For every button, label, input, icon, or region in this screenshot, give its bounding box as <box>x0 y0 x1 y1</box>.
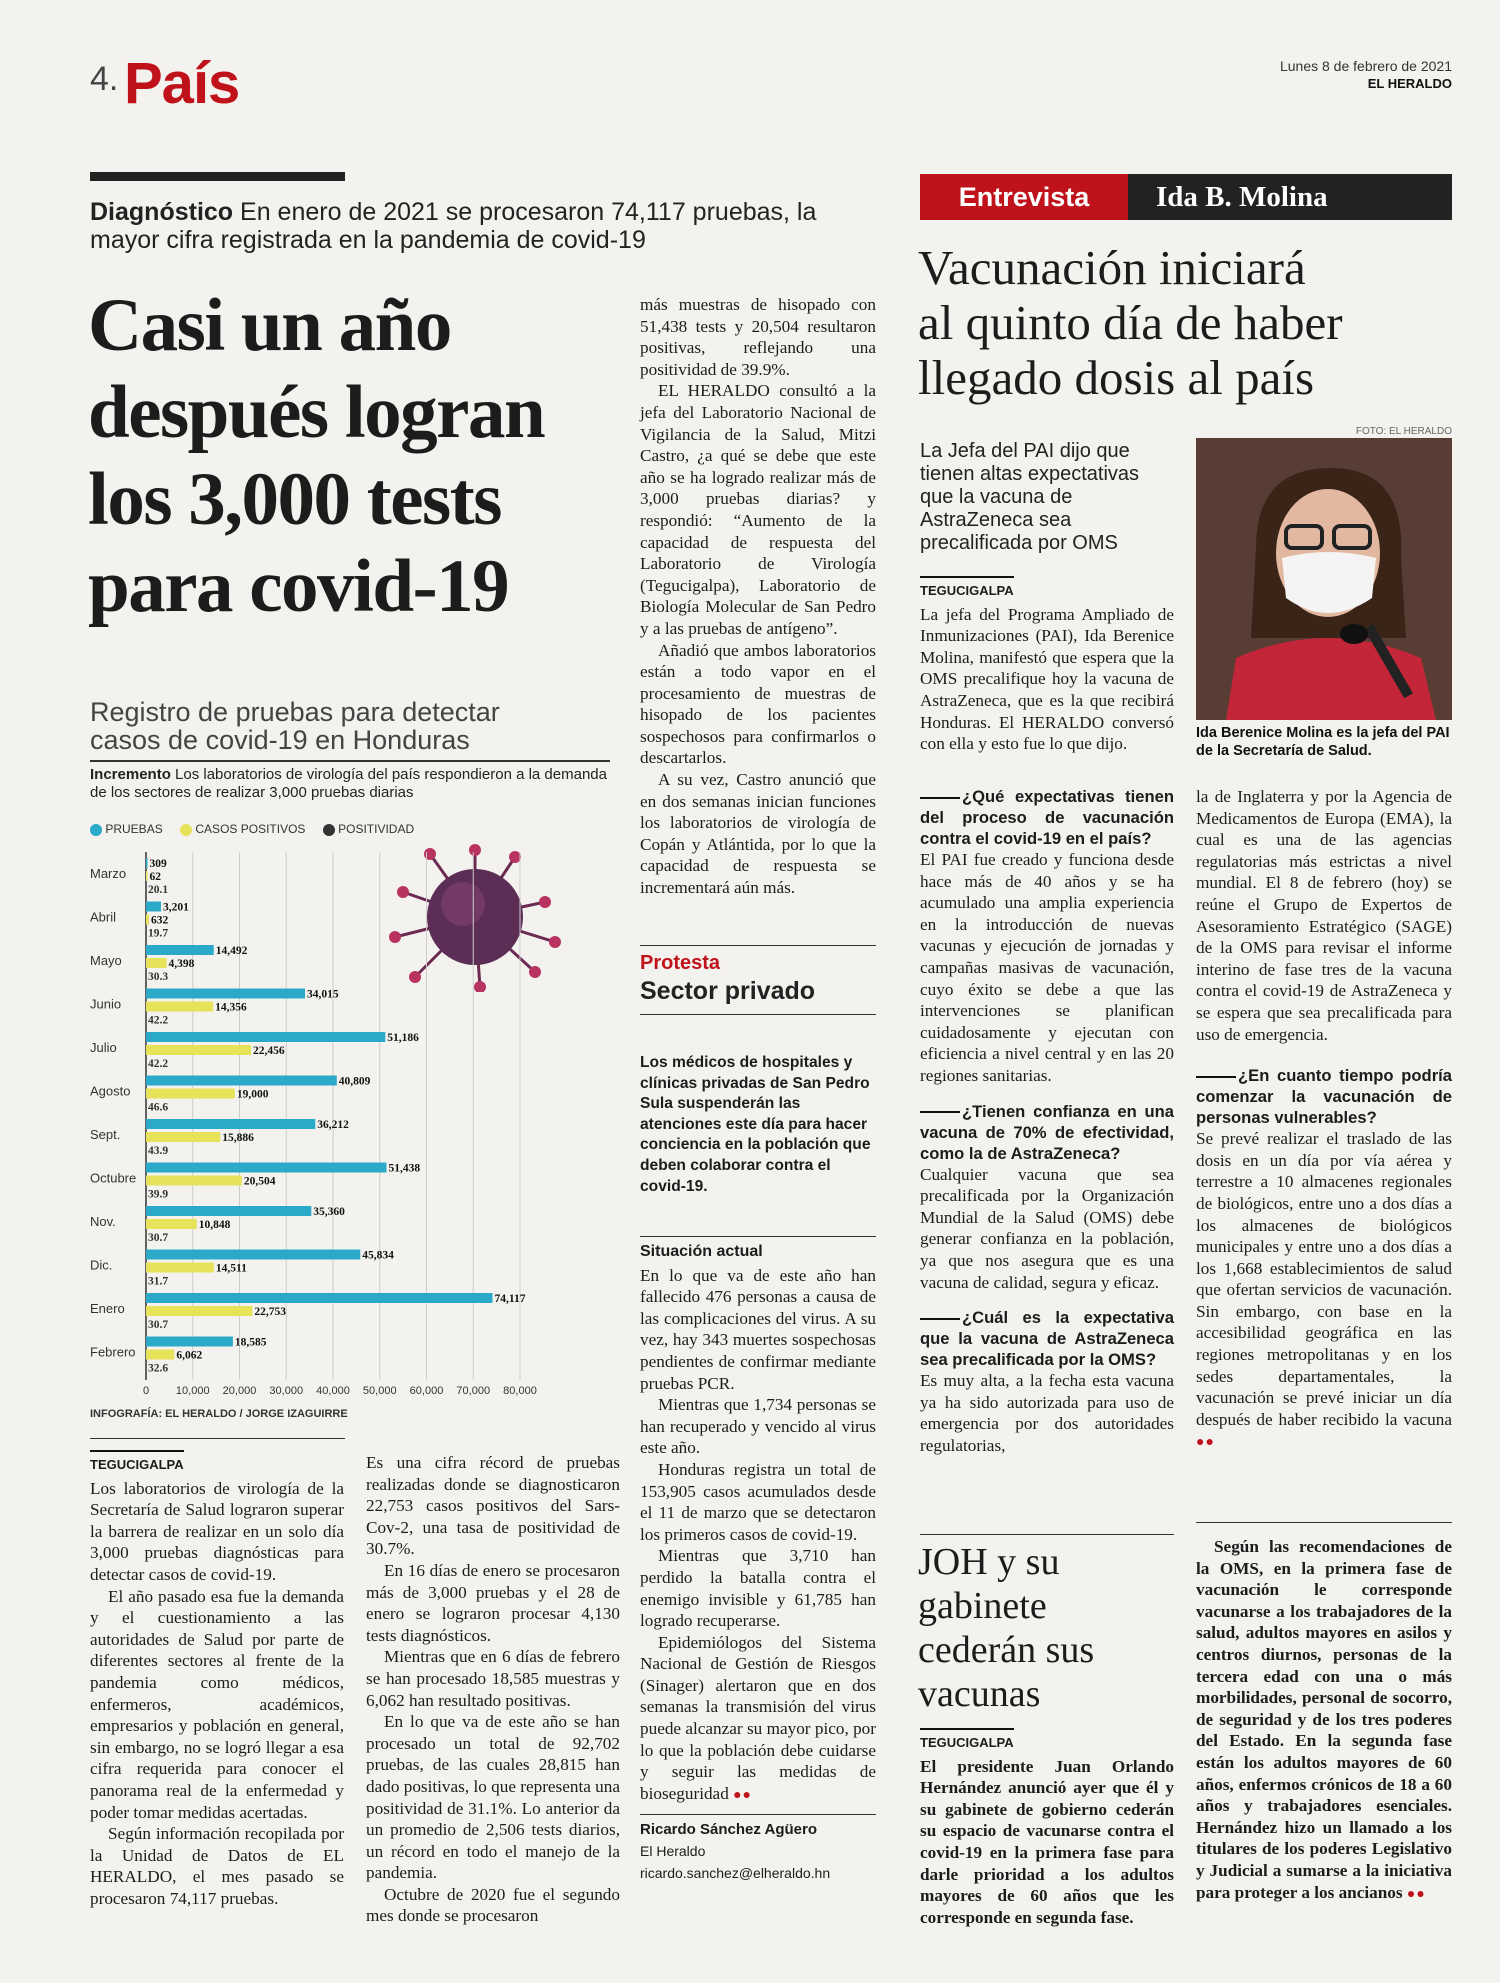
paragraph: Añadió que ambos laboratorios están a todo vapor en el procesamiento de muestras de hisopado de los pacientes sospechosos para confirmarlos o descartarlos. <box>640 640 876 768</box>
paragraph-text: Según las recomendaciones de la OMS, en la primera fase de vacunación le corresponde vacunarse a los trabajadores de la salud, adultos mayores en asilos y centros diurnos, personas de la tercera edad con una o más morbilidades, personal de socorro, de seguridad y de los tres poderes del Estado. En la segunda fase están los adultos mayores de 60 años, enfermos crónicos de 18 a 60 años y trabajadores esenciales. Hernández hizo un llamado a los titulares de los poderes Legislativo y Judicial a sumarse a la iniciativa para proteger a los ancianos <box>1196 1537 1452 1902</box>
page-number: 4. <box>90 60 119 98</box>
value-label-pruebas: 14,492 <box>215 945 248 957</box>
end-dots: ●● <box>1406 1886 1426 1902</box>
bar-pruebas <box>146 1337 233 1347</box>
value-label-casos-positivos: 15,886 <box>222 1132 254 1144</box>
photo-caption: Ida Berenice Molina es la jefa del PAI de la Secretaría de Salud. <box>1196 725 1450 759</box>
infographic-credit: INFOGRAFÍA: EL HERALDO / JORGE IZAGUIRRE <box>90 1408 348 1420</box>
headline-line-1: Casi un año <box>88 284 451 367</box>
bar-casos-positivos <box>146 1350 174 1360</box>
paragraph <box>640 1632 876 1807</box>
x-tick-label: 80,000 <box>503 1385 537 1397</box>
dateline: TEGUCIGALPA <box>90 1450 184 1476</box>
joh-headline-line-1: JOH y su <box>918 1541 1060 1583</box>
answer-3-cont: la de Inglaterra y por la Agencia de Medicamentos de Europa (EMA), la cual es una de las agencias regulatorias más estrictas a nivel mundial. El 8 de febrero (hoy) se reúne el Grupo de Expertos de Asesoramiento Estratégico (SAGE) de la OMS para revisar el informe interino de fase tres de la vacuna contra el covid-19 de AstraZeneca y se espera que sea precalificada para uso de emergencia. <box>1196 787 1452 1044</box>
category-label: Junio <box>90 996 122 1012</box>
bar-pruebas <box>146 1032 385 1042</box>
value-label-casos-positivos: 20,504 <box>243 1175 276 1188</box>
question-text: ¿Qué expectativas tienen del proceso de vacunación contra el covid-19 en el país? <box>920 787 1174 848</box>
interview-person: Ida B. Molina <box>1136 174 1328 220</box>
answer-text: Se prevé realizar el traslado de las dosis en un día por vía aérea y terrestre a 10 almacenes regionales de biológicos, entre uno a dos días a los almacenes de biológicos municipales y entre uno a dos días a los 1,668 establecimientos de salud que ofertan servicios de vacunación. Sin embargo, con base en la accesibilidad geográfica en las regiones metropolitanas y en los sedes departamentales, la vacunación se prevé iniciar un día después de haber recibido la vacuna <box>1196 1129 1452 1429</box>
question-text: ¿Tienen confianza en una vacuna de 70% de efectividad, como la de AstraZeneca? <box>920 1101 1174 1163</box>
joh-col-2 <box>1196 1536 1452 1905</box>
legend-dot-positive <box>180 824 192 836</box>
interview-headline <box>918 240 1458 405</box>
headline-line-4: para covid-19 <box>88 545 509 628</box>
paragraph: En lo que va de este año se han procesado un total de 92,702 pruebas, de las cuales 28,815 han dado positivas, lo que representa una positividad de 31.1%. Lo anterior da un promedio de 2,506 tests diarios, un récord en todo el manejo de la pandemia. <box>366 1712 620 1883</box>
bar-casos-positivos <box>146 1219 197 1229</box>
question-text: ¿En cuanto tiempo podría comenzar la vacunación de personas vulnerables? <box>1196 1066 1452 1128</box>
category-label: Nov. <box>90 1214 116 1229</box>
category-label: Julio <box>90 1040 117 1055</box>
paragraph: Es una cifra récord de pruebas realizadas donde se diagnosticaron 22,753 casos positivos del Sars-Cov-2, una tasa de positividad de 30.7%. <box>366 1453 620 1559</box>
category-label: Febrero <box>90 1344 136 1360</box>
portrait-image <box>1196 438 1452 720</box>
value-label-positividad: 39.9 <box>148 1188 169 1201</box>
bar-casos-positivos <box>146 1002 213 1012</box>
category-label: Octubre <box>90 1170 137 1186</box>
bar-casos-positivos <box>146 915 149 925</box>
bar-casos-positivos <box>146 958 167 968</box>
paragraph: Mientras que 3,710 han perdido la batalla contra el enemigo invisible y 61,785 han logrado recuperarse. <box>640 1546 876 1631</box>
kicker-text: En enero de 2021 se procesaron 74,117 pruebas, la mayor cifra registrada en la pandemia de covid-19 <box>90 198 817 254</box>
value-label-pruebas: 51,186 <box>387 1032 419 1044</box>
joh-rule-2 <box>1196 1522 1452 1523</box>
value-label-pruebas: 40,809 <box>338 1075 371 1088</box>
bar-pruebas <box>146 989 305 999</box>
main-col-1 <box>90 1450 344 1909</box>
legend-tests: PRUEBAS <box>105 822 163 836</box>
bar-casos-positivos <box>146 1045 251 1055</box>
x-tick-label: 60,000 <box>409 1385 444 1397</box>
kicker <box>90 198 870 254</box>
interview-tag: Entrevista <box>920 174 1128 220</box>
value-label-casos-positivos: 19,000 <box>236 1088 269 1101</box>
x-tick-label: 70,000 <box>456 1385 491 1397</box>
value-label-casos-positivos: 14,511 <box>215 1262 247 1275</box>
x-tick-label: 0 <box>142 1385 150 1397</box>
category-label: Abril <box>90 909 117 925</box>
x-tick-label: 20,000 <box>222 1385 257 1397</box>
bar-chart <box>90 852 610 1397</box>
end-dots: ●● <box>733 1787 753 1803</box>
paragraph: El año pasado esa fue la demanda y el cuestionamiento a las autoridades de Salud por parte de diferentes sectores al frente de la pandemia como médicos, enfermeros, académicos, empresarios y población en general, sin embargo, no se logró llegar a esa cifra requerida para conocer el panorama real de la enfermedad y poder tomar medidas acertadas. <box>90 1586 344 1822</box>
main-headline <box>88 282 608 630</box>
bar-pruebas <box>146 1163 386 1173</box>
bar-pruebas <box>146 1293 492 1303</box>
value-label-casos-positivos: 6,062 <box>176 1349 203 1362</box>
author-outlet: El Heraldo <box>640 1843 706 1860</box>
paragraph: EL HERALDO consultó a la jefa del Laboratorio Nacional de Vigilancia de la Salud, Mitzi Castro, ¿a qué se debe que este año se ha logrado realizar más de 3,000 pruebas diarias? y respondió: “Aumento de la capacidad de respuesta del Laboratorio de Virología (Tegucigalpa), Laboratorio de Biología Molecular de San Pedro y a las pruebas de antígeno”. <box>640 381 876 638</box>
paragraph: Honduras registra un total de 153,905 casos acumulados desde el 11 de marzo que se detectaron los primeros casos de covid-19. <box>640 1459 876 1544</box>
kicker-label: Diagnóstico <box>90 198 234 226</box>
infographic <box>90 692 610 1422</box>
interview-banner <box>920 174 1452 220</box>
main-col-2 <box>366 1452 620 1927</box>
answer-1: El PAI fue creado y funciona desde hace más de 40 años y se ha acumulado una amplia experiencia en la introducción de nuevas vacunas y ejecución de jornadas y campañas masivas de vacunación, cuyo éxito se debe a que las intervenciones se planifican cuidadosamente y ejecutan con eficiencia a nivel central y en las 20 regiones sanitarias. <box>920 850 1174 1085</box>
legend-positive: CASOS POSITIVOS <box>195 822 306 836</box>
paragraph: En 16 días de enero se procesaron más de 3,000 pruebas y el 28 de enero se lograron procesar 4,130 tests diagnósticos. <box>366 1560 620 1645</box>
rule-bar <box>90 172 345 181</box>
interview-headline-line-2: al quinto día de haber <box>918 295 1343 350</box>
protest-rule-2 <box>640 1014 876 1015</box>
headline-line-3: los 3,000 tests <box>88 458 501 541</box>
question-3 <box>920 1307 1174 1370</box>
bar-casos-positivos <box>146 1263 214 1273</box>
paragraph: Octubre de 2020 fue el segundo mes donde se procesaron <box>366 1884 620 1926</box>
category-label: Agosto <box>90 1083 131 1099</box>
main-col-right-top <box>640 294 876 899</box>
bar-pruebas <box>146 1076 337 1086</box>
value-label-casos-positivos: 4,398 <box>168 958 195 970</box>
category-label: Marzo <box>90 866 127 881</box>
section-title: País <box>124 51 240 116</box>
value-label-positividad: 46.6 <box>148 1101 169 1114</box>
value-label-pruebas: 309 <box>149 858 167 870</box>
joh-headline-line-3: cederán sus <box>918 1629 1095 1671</box>
value-label-positividad: 42.2 <box>148 1058 169 1070</box>
value-label-positividad: 31.7 <box>148 1275 169 1288</box>
paper-name: EL HERALDO <box>1367 76 1452 91</box>
question-1 <box>920 786 1174 849</box>
value-label-positividad: 19.7 <box>148 927 169 940</box>
interview-col-1 <box>920 786 1174 1456</box>
interview-deck: La Jefa del PAI dijo que tienen altas expectativas que la vacuna de AstraZeneca sea precalificada por OMS <box>920 440 1140 554</box>
protest-label: Protesta <box>640 952 721 974</box>
protest-title: Sector privado <box>640 977 816 1005</box>
subtitle-text: Los laboratorios de virología del país respondieron a la demanda de los sectores de realizar 3,000 pruebas diarias <box>90 766 607 801</box>
value-label-positividad: 30.7 <box>148 1232 169 1244</box>
infographic-title: Registro de pruebas para detectar casos de covid-19 en Honduras <box>90 697 500 755</box>
category-label: Mayo <box>90 953 122 968</box>
bar-casos-positivos <box>146 1306 252 1316</box>
interview-photo <box>1196 438 1452 720</box>
bar-casos-positivos <box>146 871 148 881</box>
paragraph-text: Epidemiólogos del Sistema Nacional de Gestión de Riesgos (Sinager) alertaron que en dos semanas la transmisión del virus puede alcanzar su mayor pico, por lo que la población debe cuidarse y seguir las medidas de bioseguridad <box>640 1632 876 1803</box>
paragraph: La jefa del Programa Ampliado de Inmunizaciones (PAI), Ida Berenice Molina, manifestó que espera que la OMS precalifique hoy la vacuna de AstraZeneca, que es la que recibirá Honduras. El HERALDO conversó con ella y esto fue lo que dijo. <box>920 604 1174 754</box>
x-tick-label: 10,000 <box>175 1385 210 1397</box>
author-rule <box>640 1814 876 1815</box>
value-label-pruebas: 34,015 <box>307 988 339 1001</box>
subtitle-bold: Incremento <box>90 766 171 783</box>
question-text: ¿Cuál es la expectativa que la vacuna de AstraZeneca sea precalificada por la OMS? <box>920 1308 1174 1370</box>
joh-headline-line-2: gabinete <box>918 1585 1047 1627</box>
value-label-pruebas: 3,201 <box>162 901 189 914</box>
joh-headline-line-4: vacunas <box>918 1673 1041 1715</box>
bar-pruebas <box>146 1206 311 1216</box>
value-label-positividad: 42.2 <box>148 1014 169 1027</box>
interview-headline-line-3: llegado dosis al país <box>918 350 1315 405</box>
paragraph: Mientras que 1,734 personas se han recuperado y vencido al virus este año. <box>640 1395 876 1458</box>
value-label-pruebas: 51,438 <box>388 1162 421 1175</box>
legend-positivity: POSITIVIDAD <box>338 822 415 836</box>
legend-dot-tests <box>90 824 102 836</box>
bar-pruebas <box>146 902 161 912</box>
value-label-casos-positivos: 10,848 <box>198 1219 231 1231</box>
interview-headline-line-1: Vacunación iniciará <box>918 240 1306 295</box>
paragraph <box>1196 1536 1452 1905</box>
value-label-positividad: 32.6 <box>148 1362 169 1375</box>
question-4 <box>1196 1065 1452 1128</box>
question-2 <box>920 1101 1174 1164</box>
value-label-casos-positivos: 632 <box>150 914 169 927</box>
value-label-casos-positivos: 22,456 <box>252 1045 285 1057</box>
situation-column <box>640 1236 876 1884</box>
paragraph: Mientras que en 6 días de febrero se han procesado 18,585 muestras y 6,062 han resultado positivas. <box>366 1647 620 1710</box>
interview-col-2 <box>1196 786 1452 1454</box>
x-tick-label: 30,000 <box>269 1385 304 1397</box>
bar-casos-positivos <box>146 1132 220 1142</box>
value-label-pruebas: 45,834 <box>362 1249 394 1262</box>
bar-casos-positivos <box>146 1176 242 1186</box>
legend <box>90 822 414 836</box>
value-label-casos-positivos: 62 <box>149 871 161 883</box>
protest-text: Los médicos de hospitales y clínicas privadas de San Pedro Sula suspenderán las atenciones este día para hacer conciencia en la población que deben colaborar contra el covid-19. <box>640 1054 871 1195</box>
interview-intro <box>920 576 1174 755</box>
category-label: Dic. <box>90 1257 113 1273</box>
bar-casos-positivos <box>146 1089 235 1099</box>
protest-rule <box>640 945 876 946</box>
joh-col-1 <box>920 1728 1174 1928</box>
x-tick-label: 40,000 <box>316 1385 350 1397</box>
rule-small <box>90 1438 345 1439</box>
category-label: Sept. <box>90 1127 121 1142</box>
paragraph: A su vez, Castro anunció que en dos semanas inician funciones los laboratorios de virología de Copán y Atlántida, por lo que la capacidad de respuesta se incrementará aún más. <box>640 770 876 898</box>
author-name: Ricardo Sánchez Agüero <box>640 1821 817 1839</box>
bar-pruebas <box>146 945 214 955</box>
value-label-casos-positivos: 14,356 <box>215 1001 247 1014</box>
joh-rule <box>920 1534 1174 1535</box>
paragraph: Los laboratorios de virología de la Secretaría de Salud lograron superar la barrera de realizar en un solo día 3,000 pruebas diagnósticas para detectar casos de covid-19. <box>90 1478 344 1584</box>
paragraph: Según información recopilada por la Unidad de Datos de EL HERALDO, el mes pasado se procesaron 74,117 pruebas. <box>90 1824 344 1908</box>
category-label: Enero <box>90 1301 125 1316</box>
photo-credit: FOTO: EL HERALDO <box>1355 426 1452 437</box>
dateline: TEGUCIGALPA <box>920 1728 1014 1754</box>
value-label-positividad: 30.7 <box>148 1319 169 1331</box>
x-tick-label: 50,000 <box>362 1385 397 1397</box>
infographic-subtitle <box>90 766 610 802</box>
value-label-casos-positivos: 22,753 <box>254 1306 286 1318</box>
bar-pruebas <box>146 858 148 868</box>
protest-box <box>640 945 876 1197</box>
answer-2: Cualquier vacuna que sea precalificada por la Organización Mundial de la Salud (OMS) debe generar confianza en la población, ya que nos asegura que es una vacuna de calidad, segura y eficaz. <box>920 1164 1174 1292</box>
date: Lunes 8 de febrero de 2021 <box>1279 58 1452 74</box>
value-label-positividad: 43.9 <box>148 1145 169 1157</box>
paragraph: más muestras de hisopado con 51,438 tests y 20,504 resultaron positivas, reflejando una positividad de 39.9%. <box>640 295 876 379</box>
value-label-positividad: 30.3 <box>148 971 169 983</box>
end-dots: ●● <box>1196 1435 1215 1451</box>
answer-3: Es muy alta, a la fecha esta vacuna ya ha sido autorizada para uso de emergencia por dos autoridades regulatorias, <box>920 1371 1174 1455</box>
value-label-pruebas: 36,212 <box>317 1119 349 1131</box>
value-label-pruebas: 35,360 <box>313 1206 345 1218</box>
value-label-pruebas: 18,585 <box>234 1336 267 1349</box>
bar-pruebas <box>146 1250 360 1260</box>
paragraph: En lo que va de este año han fallecido 476 personas a causa de las complicaciones del virus. A su vez, hay 343 muertes sospechosas pendientes de confirmar mediante pruebas PCR. <box>640 1265 876 1393</box>
author-email[interactable]: ricardo.sanchez@elheraldo.hn <box>640 1864 831 1881</box>
situation-title: Situación actual <box>640 1236 876 1263</box>
infographic-rule <box>90 760 610 762</box>
bar-pruebas <box>146 1119 315 1129</box>
headline-line-2: después logran <box>88 371 545 454</box>
paragraph: El presidente Juan Orlando Hernández anunció ayer que él y su gabinete de gobierno cederán su espacio de vacunarse contra el covid-19 en la primera fase para darle prioridad a los adultos mayores de 60 años que les corresponde en segunda fase. <box>920 1756 1174 1927</box>
answer-4 <box>1196 1128 1452 1454</box>
joh-headline <box>918 1540 1178 1716</box>
legend-dot-positivity <box>323 824 335 836</box>
value-label-pruebas: 74,117 <box>494 1293 526 1305</box>
dateline: TEGUCIGALPA <box>920 576 1014 602</box>
value-label-positividad: 20.1 <box>148 884 169 896</box>
